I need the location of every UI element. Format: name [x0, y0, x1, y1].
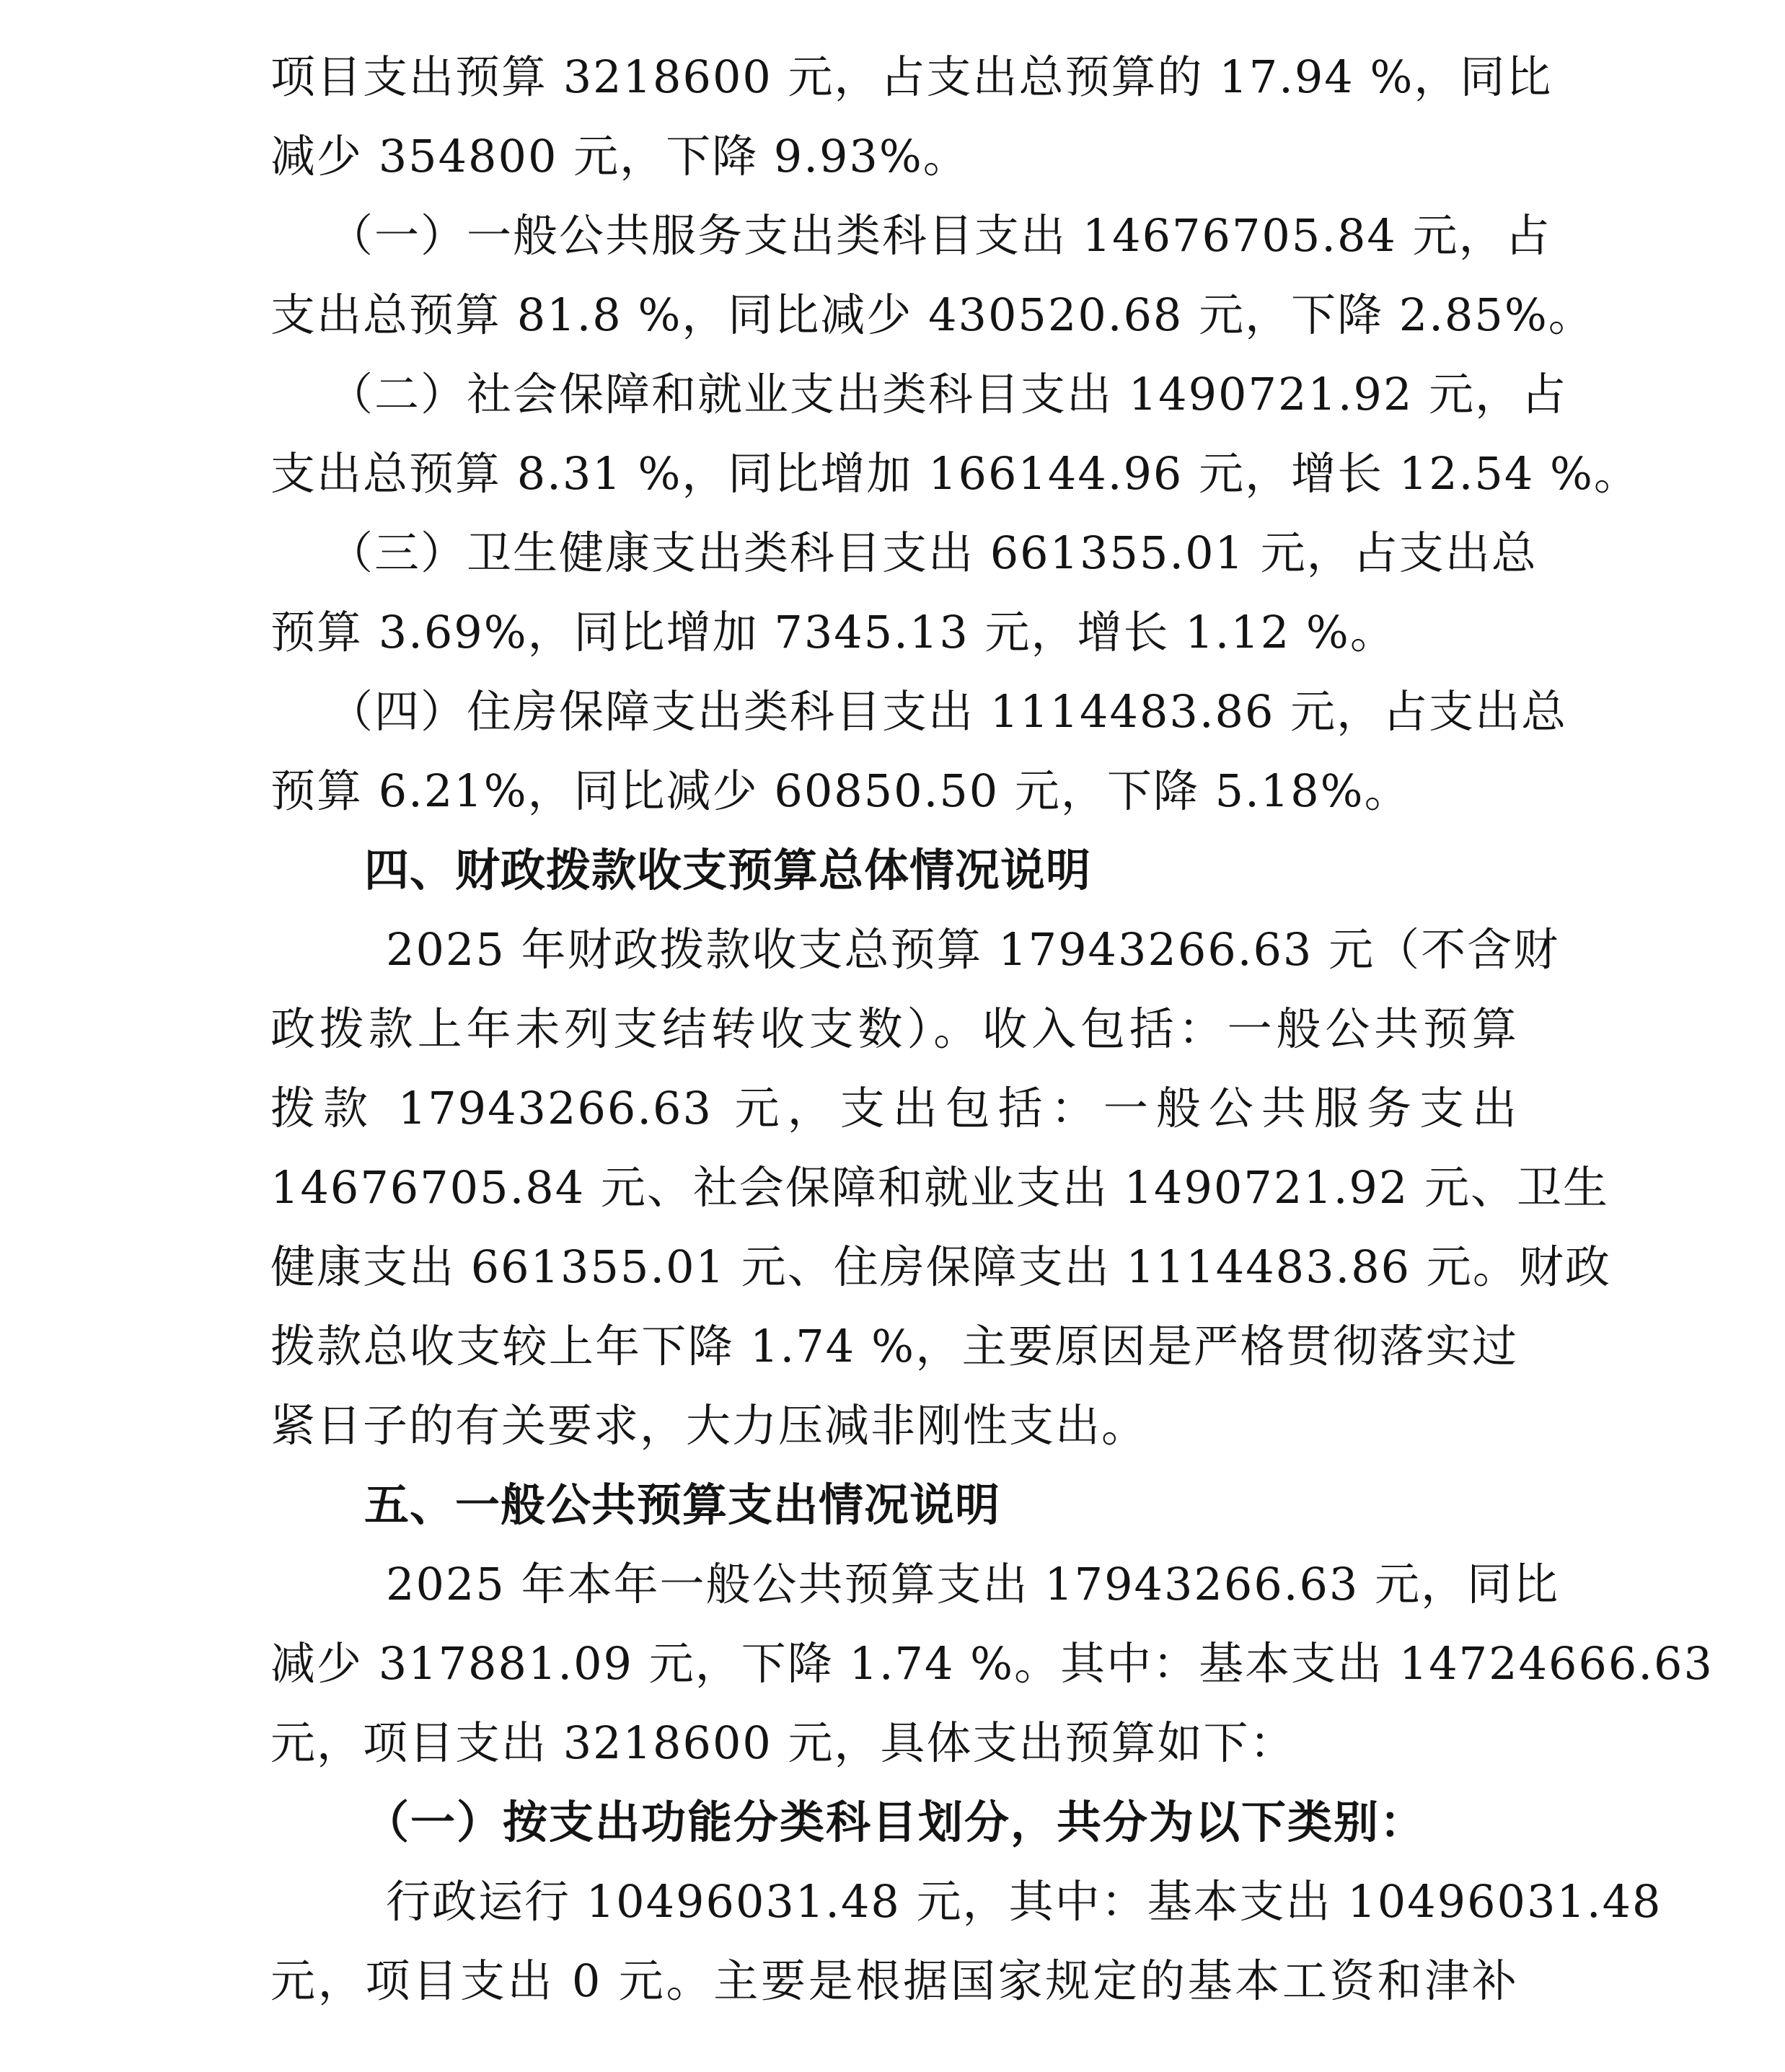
paragraph-line: （四）住房保障支出类科目支出 1114483.86 元，占支出总	[328, 685, 1568, 738]
paragraph-line: 2025 年财政拨款收支总预算 17943266.63 元（不含财	[386, 923, 1560, 976]
section-heading: 五、一般公共预算支出情况说明	[364, 1478, 1001, 1531]
paragraph-line: 政拨款上年未列支结转收支数）。收入包括：一般公共预算	[270, 1002, 1518, 1055]
paragraph-line: 减少 317881.09 元，下降 1.74 %。其中：基本支出 14724666.63	[270, 1637, 1714, 1690]
paragraph-line: （二）社会保障和就业支出类科目支出 1490721.92 元，占	[328, 368, 1568, 420]
paragraph-line: 行政运行 10496031.48 元，其中：基本支出 10496031.48	[386, 1875, 1662, 1928]
paragraph-line: 紧日子的有关要求，大力压减非刚性支出。	[270, 1399, 1148, 1452]
subsection-heading: （一）按支出功能分类科目划分，共分为以下类别：	[364, 1796, 1427, 1848]
paragraph-line: （三）卫生健康支出类科目支出 661355.01 元，占支出总	[328, 526, 1538, 579]
paragraph-line: 预算 6.21%，同比减少 60850.50 元，下降 5.18%。	[270, 764, 1411, 817]
paragraph-line: 14676705.84 元、社会保障和就业支出 1490721.92 元、卫生	[270, 1161, 1610, 1214]
paragraph-line: 支出总预算 81.8 %，同比减少 430520.68 元，下降 2.85%。	[270, 288, 1595, 341]
paragraph-line: 元，项目支出 3218600 元，具体支出预算如下：	[270, 1716, 1296, 1769]
paragraph-line: 项目支出预算 3218600 元，占支出总预算的 17.94 %，同比	[270, 50, 1553, 103]
paragraph-line: 拨款 17943266.63 元，支出包括：一般公共服务支出	[270, 1082, 1518, 1134]
paragraph-line: 支出总预算 8.31 %，同比增加 166144.96 元，增长 12.54 %。	[270, 447, 1640, 500]
paragraph-line: 元，项目支出 0 元。主要是根据国家规定的基本工资和津补	[270, 1954, 1518, 2007]
paragraph-line: 拨款总收支较上年下降 1.74 %，主要原因是严格贯彻落实过	[270, 1320, 1518, 1372]
paragraph-line: 2025 年本年一般公共预算支出 17943266.63 元，同比	[386, 1558, 1560, 1610]
section-heading: 四、财政拨款收支预算总体情况说明	[364, 844, 1092, 896]
paragraph-line: （一）一般公共服务支出类科目支出 14676705.84 元，占	[328, 209, 1551, 262]
paragraph-line: 减少 354800 元，下降 9.93%。	[270, 130, 969, 182]
paragraph-line: 预算 3.69%，同比增加 7345.13 元，增长 1.12 %。	[270, 606, 1396, 658]
paragraph-line: 健康支出 661355.01 元、住房保障支出 1114483.86 元。财政	[270, 1240, 1611, 1293]
